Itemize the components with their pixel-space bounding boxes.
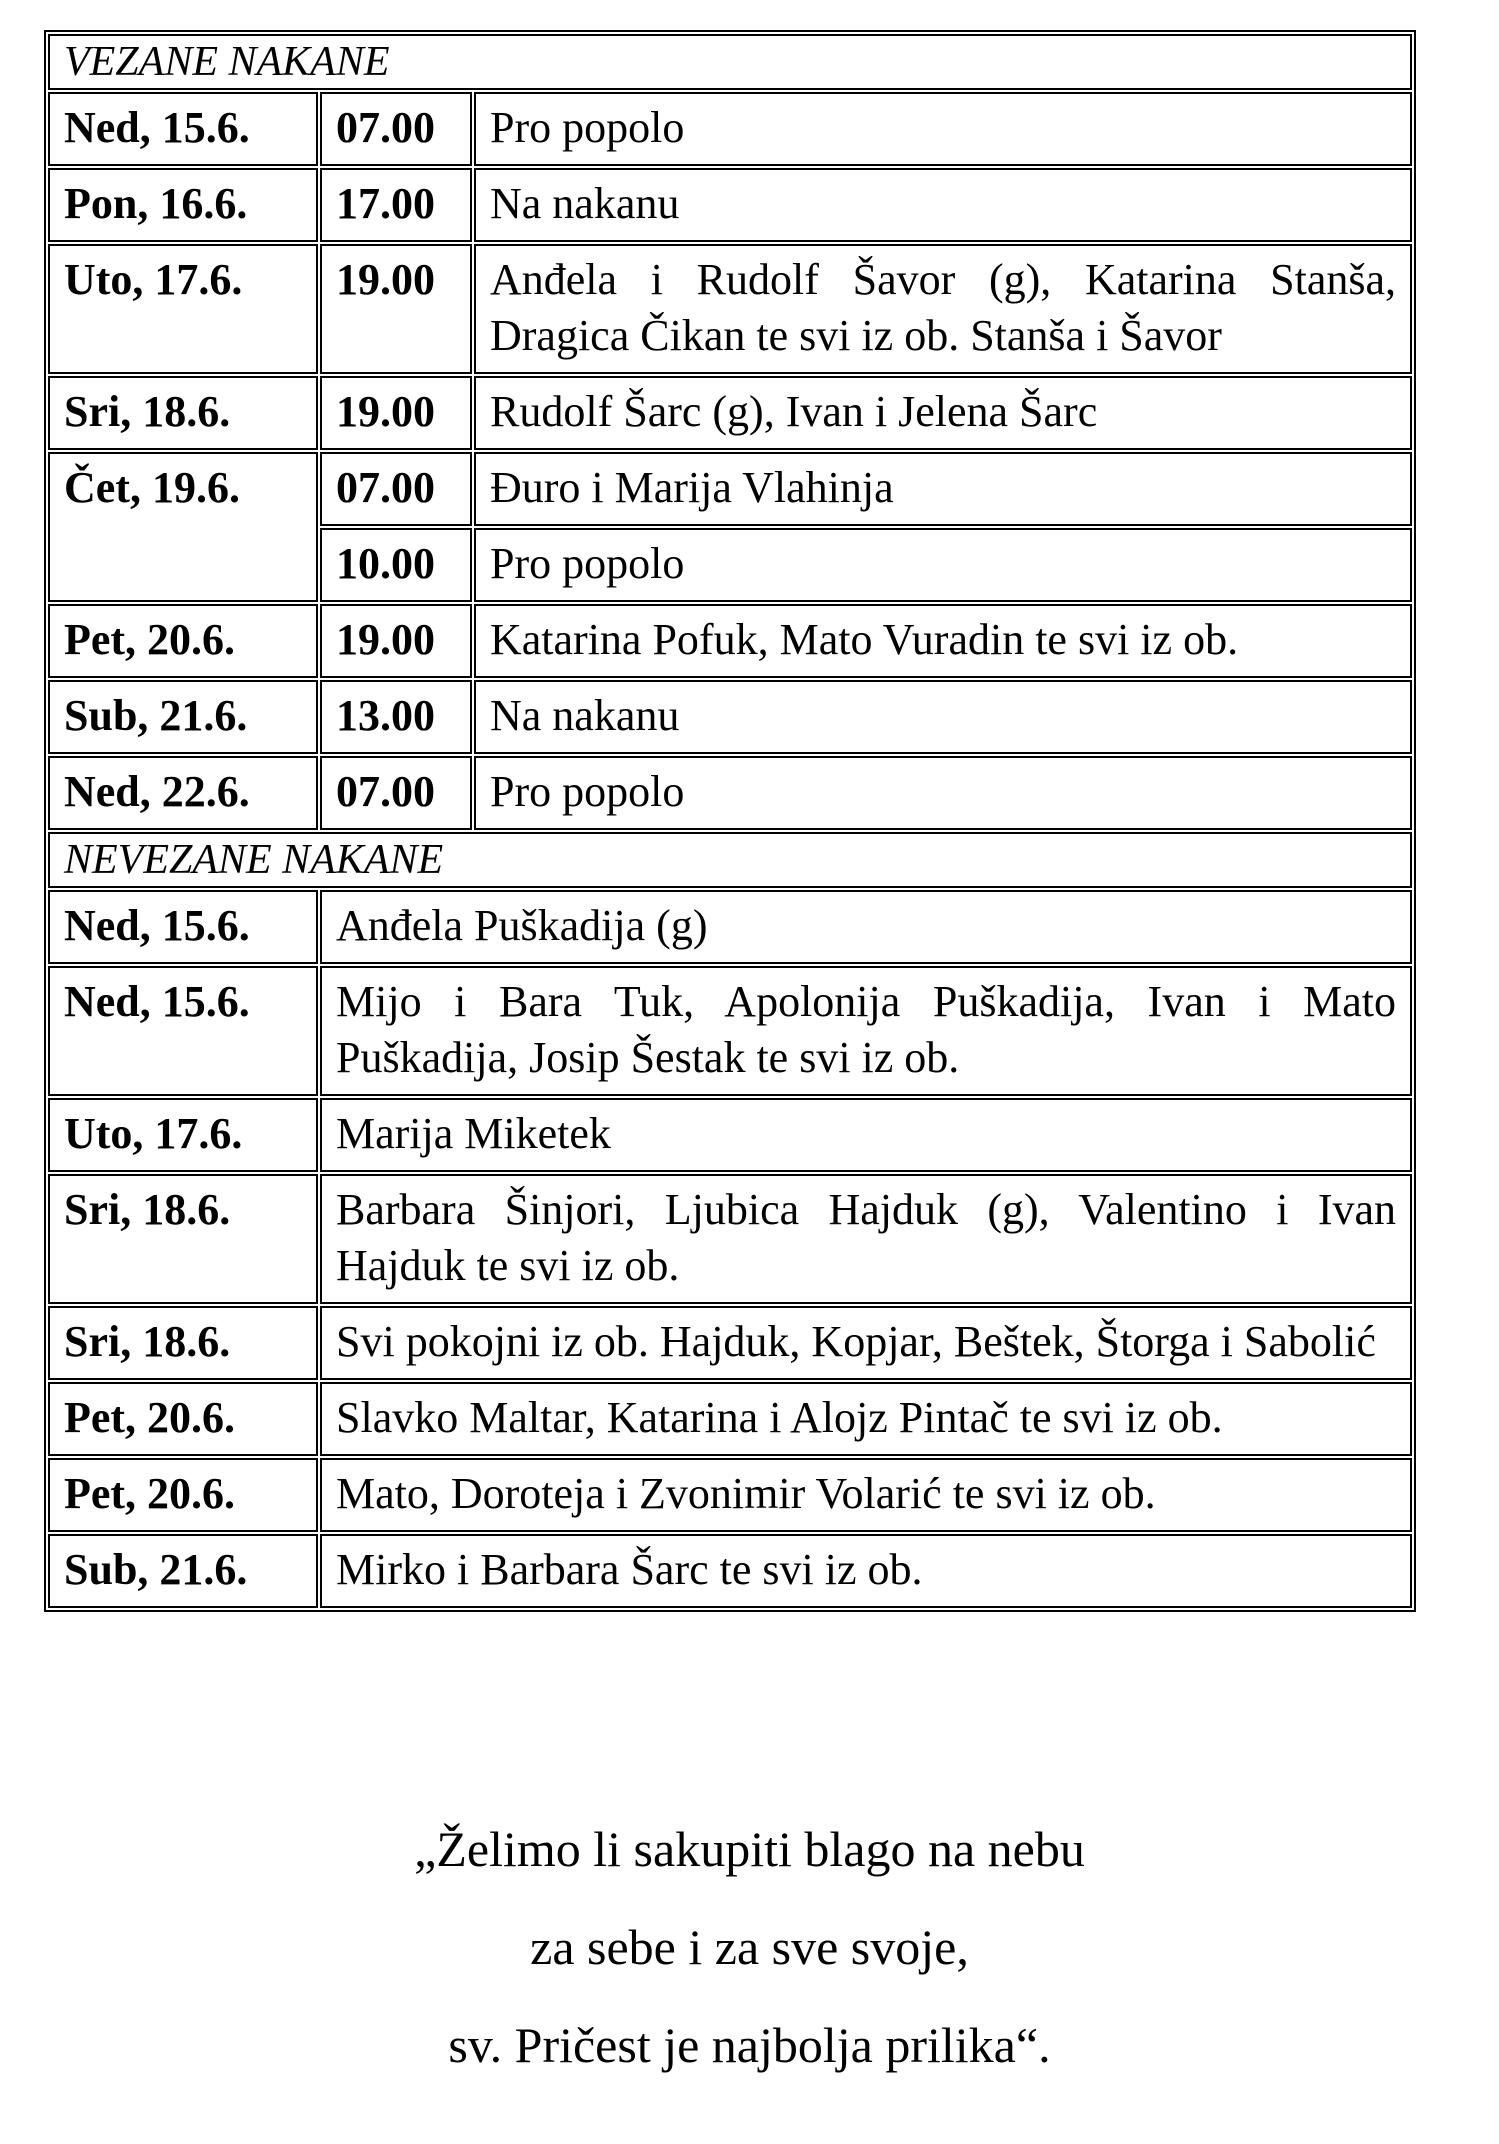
time-cell: 17.00 [320,168,472,242]
table-row [48,966,1412,1096]
time-cell: 19.00 [320,604,472,678]
day-cell: Sri, 18.6. [48,1174,318,1304]
table-row [48,1306,1412,1380]
day-cell: Ned, 15.6. [48,890,318,964]
table-row [48,604,1412,678]
time-cell: 07.00 [320,92,472,166]
table-row [48,890,1412,964]
intention-cell: Mirko i Barbara Šarc te svi iz ob. [320,1534,1412,1608]
time-cell: 10.00 [320,528,472,602]
intention-cell: Anđela i Rudolf Šavor (g), Katarina Stanša, Dragica Čikan te svi iz ob. Stanša i Šavor [474,244,1412,374]
day-cell: Ned, 22.6. [48,756,318,830]
closing-quote [0,1800,1499,2094]
intention-cell: Pro popolo [474,756,1412,830]
day-cell: Sub, 21.6. [48,1534,318,1608]
day-cell: Uto, 17.6. [48,1098,318,1172]
section-title-nevezane: NEVEZANE NAKANE [48,832,1412,888]
day-cell: Ned, 15.6. [48,966,318,1096]
table-row [48,452,1412,526]
day-cell: Pet, 20.6. [48,1382,318,1456]
mass-intentions-table [44,30,1416,1612]
mass-intentions-page [44,30,1416,1612]
table-row [48,1174,1412,1304]
time-cell: 07.00 [320,756,472,830]
table-row [48,1534,1412,1608]
section-header-row [48,34,1412,90]
day-cell: Sri, 18.6. [48,376,318,450]
day-cell: Sri, 18.6. [48,1306,318,1380]
intention-cell: Đuro i Marija Vlahinja [474,452,1412,526]
intention-cell: Mato, Doroteja i Zvonimir Volarić te svi iz ob. [320,1458,1412,1532]
intention-cell: Rudolf Šarc (g), Ivan i Jelena Šarc [474,376,1412,450]
day-cell: Pet, 20.6. [48,604,318,678]
section-header-row [48,832,1412,888]
quote-line: sv. Pričest je najbolja prilika“. [448,2017,1051,2073]
table-row [48,680,1412,754]
intention-cell: Marija Miketek [320,1098,1412,1172]
table-row [48,92,1412,166]
quote-line: za sebe i za sve svoje, [530,1919,969,1975]
day-cell: Ned, 15.6. [48,92,318,166]
intention-cell: Pro popolo [474,92,1412,166]
time-cell: 07.00 [320,452,472,526]
day-cell: Uto, 17.6. [48,244,318,374]
intention-cell: Katarina Pofuk, Mato Vuradin te svi iz ob. [474,604,1412,678]
table-row [48,1382,1412,1456]
table-row [48,1098,1412,1172]
time-cell: 13.00 [320,680,472,754]
intention-cell: Anđela Puškadija (g) [320,890,1412,964]
intention-cell: Svi pokojni iz ob. Hajduk, Kopjar, Beštek, Štorga i Sabolić [320,1306,1412,1380]
section-title-vezane: VEZANE NAKANE [48,34,1412,90]
day-cell: Sub, 21.6. [48,680,318,754]
day-cell: Čet, 19.6. [48,452,318,602]
intention-cell: Mijo i Bara Tuk, Apolonija Puškadija, Ivan i Mato Puškadija, Josip Šestak te svi iz ob. [320,966,1412,1096]
table-row [48,376,1412,450]
intention-cell: Na nakanu [474,168,1412,242]
intention-cell: Na nakanu [474,680,1412,754]
day-cell: Pon, 16.6. [48,168,318,242]
table-row [48,756,1412,830]
table-row [48,168,1412,242]
table-row [48,1458,1412,1532]
day-cell: Pet, 20.6. [48,1458,318,1532]
time-cell: 19.00 [320,376,472,450]
time-cell: 19.00 [320,244,472,374]
table-row [48,244,1412,374]
intention-cell: Barbara Šinjori, Ljubica Hajduk (g), Valentino i Ivan Hajduk te svi iz ob. [320,1174,1412,1304]
intention-cell: Pro popolo [474,528,1412,602]
intention-cell: Slavko Maltar, Katarina i Alojz Pintač te svi iz ob. [320,1382,1412,1456]
quote-line: „Želimo li sakupiti blago na nebu [414,1821,1085,1877]
